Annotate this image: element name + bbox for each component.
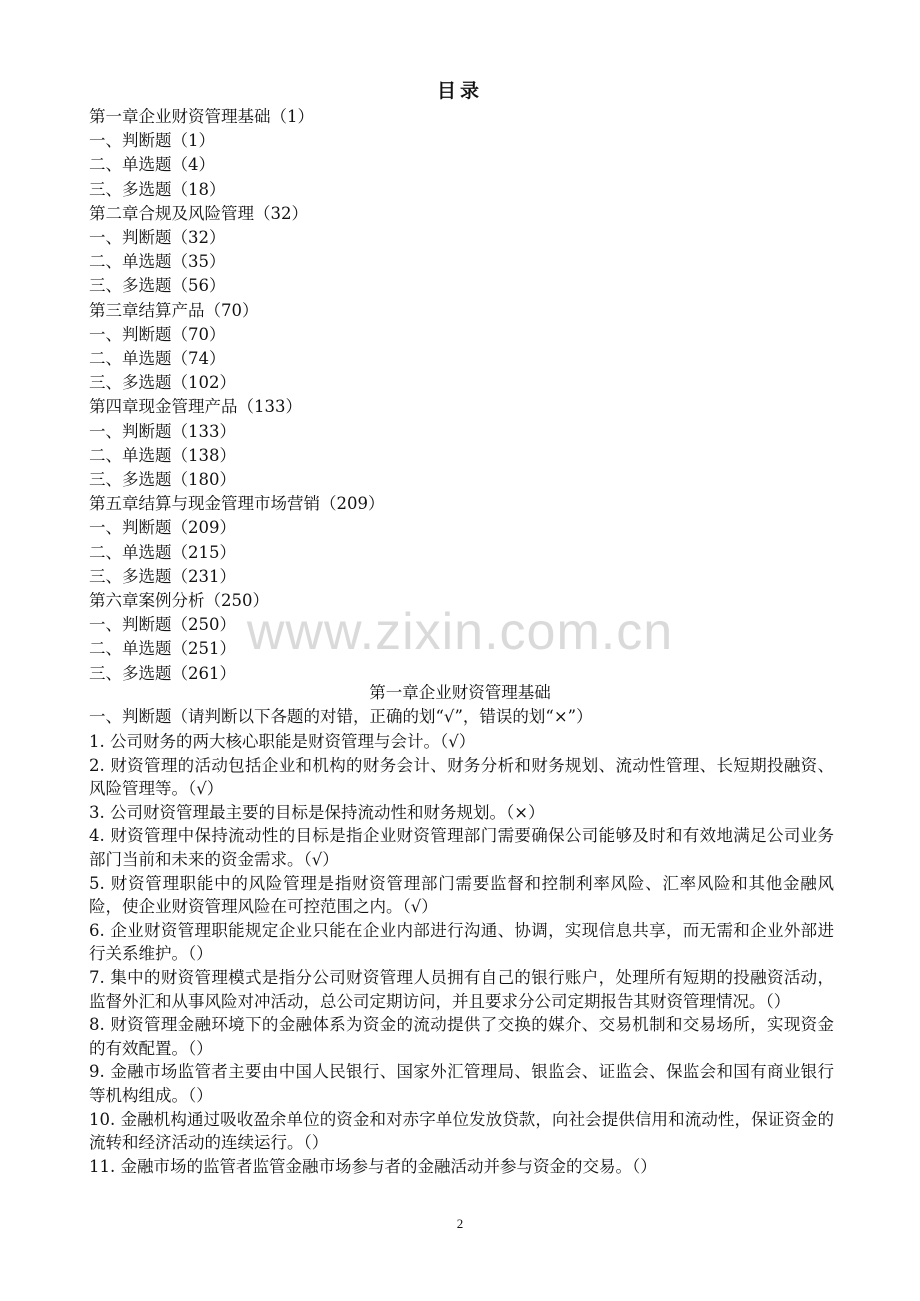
toc-entry: 二、单选题（74） — [89, 349, 226, 369]
toc-entry: 第二章合规及风险管理（32） — [89, 203, 308, 223]
question-item: 3. 公司财资管理最主要的目标是保持流动性和财务规划。（×） — [89, 802, 545, 822]
toc-entry: 一、判断题（70） — [89, 324, 226, 344]
toc-entry: 一、判断题（209） — [89, 518, 236, 538]
toc-entry: 三、多选题（261） — [89, 663, 236, 683]
table-of-contents — [89, 105, 849, 686]
toc-entry: 第五章结算与现金管理市场营销（209） — [89, 494, 385, 514]
toc-entry: 一、判断题（1） — [89, 131, 215, 151]
toc-entry: 三、多选题（56） — [89, 276, 226, 296]
toc-entry: 三、多选题（18） — [89, 179, 226, 199]
toc-entry: 一、判断题（32） — [89, 228, 226, 248]
toc-entry: 二、单选题（35） — [89, 252, 226, 272]
toc-entry: 二、单选题（215） — [89, 542, 236, 562]
question-item: 10. 金融机构通过吸收盈余单位的资金和对赤字单位发放贷款，向社会提供信用和流动性，保证资金的流转和经济活动的连续运行。（） — [89, 1109, 834, 1153]
toc-entry: 一、判断题（133） — [89, 421, 236, 441]
question-item: 5. 财资管理职能中的风险管理是指财资管理部门需要监督和控制利率风险、汇率风险和其他金融风险，使企业财资管理风险在可控范围之内。（√） — [89, 873, 834, 917]
toc-entry: 第六章案例分析（250） — [89, 591, 269, 611]
page-number: 2 — [456, 1216, 464, 1231]
toc-entry: 三、多选题（102） — [89, 373, 236, 393]
toc-entry: 二、单选题（251） — [89, 639, 236, 659]
toc-title: 目录 — [436, 80, 483, 102]
toc-entry: 第一章企业财资管理基础（1） — [89, 107, 314, 126]
chapter-heading: 第一章企业财资管理基础 — [369, 683, 551, 702]
watermark: www.zixin.com.cn — [246, 603, 674, 661]
toc-entry: 二、单选题（138） — [89, 445, 236, 465]
question-item: 11. 金融市场的监管者监管金融市场参与者的金融活动并参与资金的交易。（） — [89, 1156, 657, 1176]
section-heading: 一、判断题（请判断以下各题的对错，正确的划“√”，错误的划“×”） — [89, 707, 593, 726]
toc-entry: 三、多选题（180） — [89, 470, 236, 490]
toc-entry: 三、多选题（231） — [89, 566, 236, 586]
question-item: 9. 金融市场监管者主要由中国人民银行、国家外汇管理局、银监会、证监会、保监会和国有商业银行等机构组成。（） — [89, 1062, 834, 1105]
question-item: 4. 财资管理中保持流动性的目标是指企业财资管理部门需要确保公司能够及时和有效地满足公司业务部门当前和未来的资金需求。（√） — [89, 826, 834, 869]
toc-entry: 二、单选题（4） — [89, 155, 215, 175]
question-item: 6. 企业财资管理职能规定企业只能在企业内部进行沟通、协调，实现信息共享，而无需和企业外部进行关系维护。（） — [89, 920, 834, 964]
question-item: 2. 财资管理的活动包括企业和机构的财务会计、财务分析和财务规划、流动性管理、长短期投融资、风险管理等。（√） — [89, 755, 834, 799]
question-item: 8. 财资管理金融环境下的金融体系为资金的流动提供了交换的媒介、交易机制和交易场所，实现资金的有效配置。（） — [89, 1015, 834, 1058]
question-list — [89, 730, 834, 1178]
toc-entry: 一、判断题（250） — [89, 615, 236, 635]
toc-entry: 第三章结算产品（70） — [89, 300, 259, 320]
question-item: 7. 集中的财资管理模式是指分公司财资管理人员拥有自己的银行账户，处理所有短期的投融资活动，监督外汇和从事风险对冲活动，总公司定期访问，并且要求分公司定期报告其财资管理情况。（） — [89, 967, 834, 1011]
toc-entry: 第四章现金管理产品（133） — [89, 397, 302, 417]
question-item: 1. 公司财务的两大核心职能是财资管理与会计。（√） — [89, 732, 476, 751]
